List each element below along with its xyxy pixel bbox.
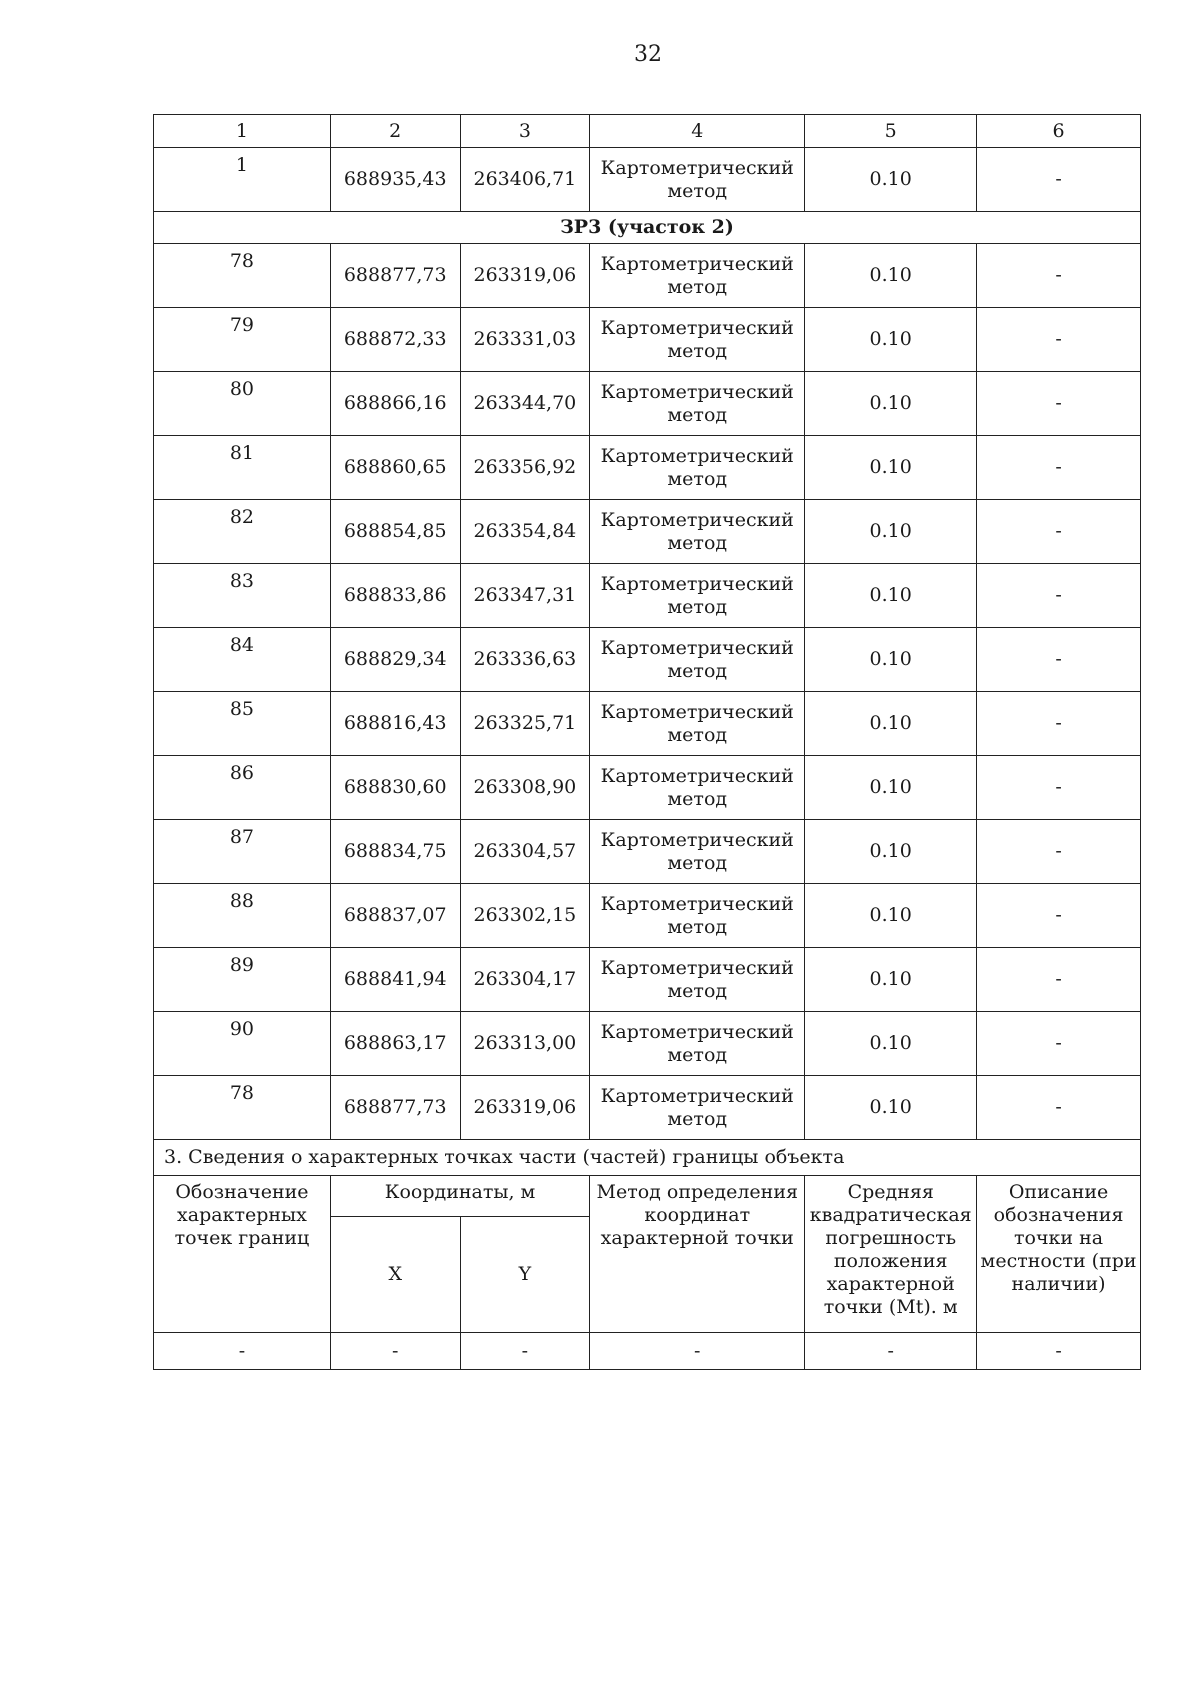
method-line: метод	[667, 275, 728, 298]
table-row	[154, 948, 1141, 1012]
y-coordinate: 263344,70	[460, 372, 590, 436]
empty-cell: -	[977, 1333, 1141, 1370]
section-row	[154, 212, 1141, 244]
method-cell	[590, 1012, 805, 1076]
table-row	[154, 820, 1141, 884]
column-number: 5	[805, 115, 977, 148]
x-coordinate: 688877,73	[330, 1076, 460, 1140]
section3-empty-row	[154, 1333, 1141, 1370]
method-line: Картометрический	[600, 380, 794, 403]
description-value: -	[977, 244, 1141, 308]
method-cell	[590, 436, 805, 500]
method-line: Картометрический	[600, 1084, 794, 1107]
description-value: -	[977, 948, 1141, 1012]
y-coordinate: 263304,57	[460, 820, 590, 884]
accuracy-value: 0.10	[805, 372, 977, 436]
method-line: Картометрический	[600, 956, 794, 979]
method-cell	[590, 148, 805, 212]
method-line: метод	[667, 915, 728, 938]
table-row	[154, 244, 1141, 308]
section3-header-row	[154, 1176, 1141, 1217]
y-coordinate: 263354,84	[460, 500, 590, 564]
accuracy-value: 0.10	[805, 308, 977, 372]
x-coordinate: 688860,65	[330, 436, 460, 500]
accuracy-header: Средняя квадратическая погрешность положения характерной точки (Mt). м	[805, 1176, 977, 1333]
column-number: 1	[154, 115, 331, 148]
y-coordinate: 263302,15	[460, 884, 590, 948]
x-coordinate: 688830,60	[330, 756, 460, 820]
method-cell	[590, 372, 805, 436]
table-row	[154, 308, 1141, 372]
y-coordinate: 263336,63	[460, 628, 590, 692]
method-cell	[590, 244, 805, 308]
x-coordinate: 688866,16	[330, 372, 460, 436]
accuracy-value: 0.10	[805, 500, 977, 564]
method-line: метод	[667, 339, 728, 362]
method-cell	[590, 692, 805, 756]
y-coordinate: 263304,17	[460, 948, 590, 1012]
point-number: 83	[154, 564, 331, 628]
accuracy-value: 0.10	[805, 436, 977, 500]
point-number: 82	[154, 500, 331, 564]
method-cell	[590, 564, 805, 628]
y-coordinate: 263406,71	[460, 148, 590, 212]
method-cell	[590, 948, 805, 1012]
description-value: -	[977, 820, 1141, 884]
description-value: -	[977, 756, 1141, 820]
method-line: метод	[667, 787, 728, 810]
x-coordinate: 688872,33	[330, 308, 460, 372]
accuracy-value: 0.10	[805, 756, 977, 820]
empty-cell: -	[330, 1333, 460, 1370]
accuracy-value: 0.10	[805, 628, 977, 692]
x-coordinate: 688935,43	[330, 148, 460, 212]
method-line: Картометрический	[600, 444, 794, 467]
page-number: 32	[634, 42, 662, 67]
method-line: метод	[667, 595, 728, 618]
table-row	[154, 884, 1141, 948]
description-value: -	[977, 564, 1141, 628]
accuracy-value: 0.10	[805, 148, 977, 212]
description-value: -	[977, 500, 1141, 564]
y-coordinate: 263356,92	[460, 436, 590, 500]
method-cell	[590, 628, 805, 692]
method-line: Картометрический	[600, 572, 794, 595]
y-coordinate: 263308,90	[460, 756, 590, 820]
description-value: -	[977, 1012, 1141, 1076]
point-number: 78	[154, 244, 331, 308]
method-line: метод	[667, 659, 728, 682]
point-number: 86	[154, 756, 331, 820]
y-coordinate: 263347,31	[460, 564, 590, 628]
method-line: метод	[667, 179, 728, 202]
y-header: Y	[460, 1217, 590, 1333]
method-cell	[590, 820, 805, 884]
method-line: Картометрический	[600, 156, 794, 179]
point-number: 78	[154, 1076, 331, 1140]
description-value: -	[977, 308, 1141, 372]
accuracy-value: 0.10	[805, 564, 977, 628]
coordinates-header: Координаты, м	[330, 1176, 589, 1217]
description-header: Описание обозначения точки на местности (при наличии)	[977, 1176, 1141, 1333]
method-line: Картометрический	[600, 316, 794, 339]
method-line: метод	[667, 467, 728, 490]
method-cell	[590, 756, 805, 820]
method-line: Картометрический	[600, 508, 794, 531]
x-coordinate: 688834,75	[330, 820, 460, 884]
x-header: X	[330, 1217, 460, 1333]
section3-row	[154, 1140, 1141, 1176]
table-row	[154, 372, 1141, 436]
x-coordinate: 688837,07	[330, 884, 460, 948]
description-value: -	[977, 628, 1141, 692]
column-number-row	[154, 115, 1141, 148]
method-line: метод	[667, 851, 728, 874]
accuracy-value: 0.10	[805, 884, 977, 948]
y-coordinate: 263325,71	[460, 692, 590, 756]
method-line: метод	[667, 979, 728, 1002]
table-row	[154, 1076, 1141, 1140]
table-row	[154, 1012, 1141, 1076]
x-coordinate: 688877,73	[330, 244, 460, 308]
table-row	[154, 436, 1141, 500]
point-number: 80	[154, 372, 331, 436]
x-coordinate: 688829,34	[330, 628, 460, 692]
description-value: -	[977, 148, 1141, 212]
point-number: 79	[154, 308, 331, 372]
method-cell	[590, 884, 805, 948]
empty-cell: -	[805, 1333, 977, 1370]
accuracy-value: 0.10	[805, 692, 977, 756]
table-row	[154, 148, 1141, 212]
point-number: 84	[154, 628, 331, 692]
method-line: Картометрический	[600, 892, 794, 915]
method-cell	[590, 500, 805, 564]
method-line: Картометрический	[600, 828, 794, 851]
method-line: метод	[667, 723, 728, 746]
point-number: 90	[154, 1012, 331, 1076]
table-row	[154, 692, 1141, 756]
section3-title: 3. Сведения о характерных точках части (частей) границы объекта	[154, 1140, 1141, 1176]
method-line: метод	[667, 1043, 728, 1066]
column-number: 6	[977, 115, 1141, 148]
method-cell	[590, 1076, 805, 1140]
table-row	[154, 500, 1141, 564]
method-line: метод	[667, 531, 728, 554]
method-line: Картометрический	[600, 700, 794, 723]
method-line: Картометрический	[600, 636, 794, 659]
description-value: -	[977, 1076, 1141, 1140]
table-row	[154, 628, 1141, 692]
point-number: 87	[154, 820, 331, 884]
accuracy-value: 0.10	[805, 1076, 977, 1140]
x-coordinate: 688816,43	[330, 692, 460, 756]
designation-header: Обозначение характерных точек границ	[154, 1176, 331, 1333]
method-line: Картометрический	[600, 252, 794, 275]
empty-cell: -	[590, 1333, 805, 1370]
description-value: -	[977, 436, 1141, 500]
description-value: -	[977, 692, 1141, 756]
x-coordinate: 688841,94	[330, 948, 460, 1012]
table-row	[154, 564, 1141, 628]
method-cell	[590, 308, 805, 372]
accuracy-value: 0.10	[805, 1012, 977, 1076]
method-line: метод	[667, 1107, 728, 1130]
point-number: 89	[154, 948, 331, 1012]
x-coordinate: 688854,85	[330, 500, 460, 564]
y-coordinate: 263331,03	[460, 308, 590, 372]
empty-cell: -	[154, 1333, 331, 1370]
y-coordinate: 263313,00	[460, 1012, 590, 1076]
column-number: 3	[460, 115, 590, 148]
method-line: Картометрический	[600, 1020, 794, 1043]
coordinates-table	[153, 114, 1141, 1370]
column-number: 4	[590, 115, 805, 148]
point-number: 85	[154, 692, 331, 756]
section-title: ЗР3 (участок 2)	[154, 212, 1141, 244]
point-number: 1	[154, 148, 331, 212]
method-header: Метод определения координат характерной точки	[590, 1176, 805, 1333]
accuracy-value: 0.10	[805, 948, 977, 1012]
table-row	[154, 756, 1141, 820]
y-coordinate: 263319,06	[460, 244, 590, 308]
empty-cell: -	[460, 1333, 590, 1370]
accuracy-value: 0.10	[805, 820, 977, 884]
x-coordinate: 688863,17	[330, 1012, 460, 1076]
description-value: -	[977, 884, 1141, 948]
point-number: 88	[154, 884, 331, 948]
method-line: метод	[667, 403, 728, 426]
column-number: 2	[330, 115, 460, 148]
point-number: 81	[154, 436, 331, 500]
method-line: Картометрический	[600, 764, 794, 787]
y-coordinate: 263319,06	[460, 1076, 590, 1140]
x-coordinate: 688833,86	[330, 564, 460, 628]
accuracy-value: 0.10	[805, 244, 977, 308]
description-value: -	[977, 372, 1141, 436]
